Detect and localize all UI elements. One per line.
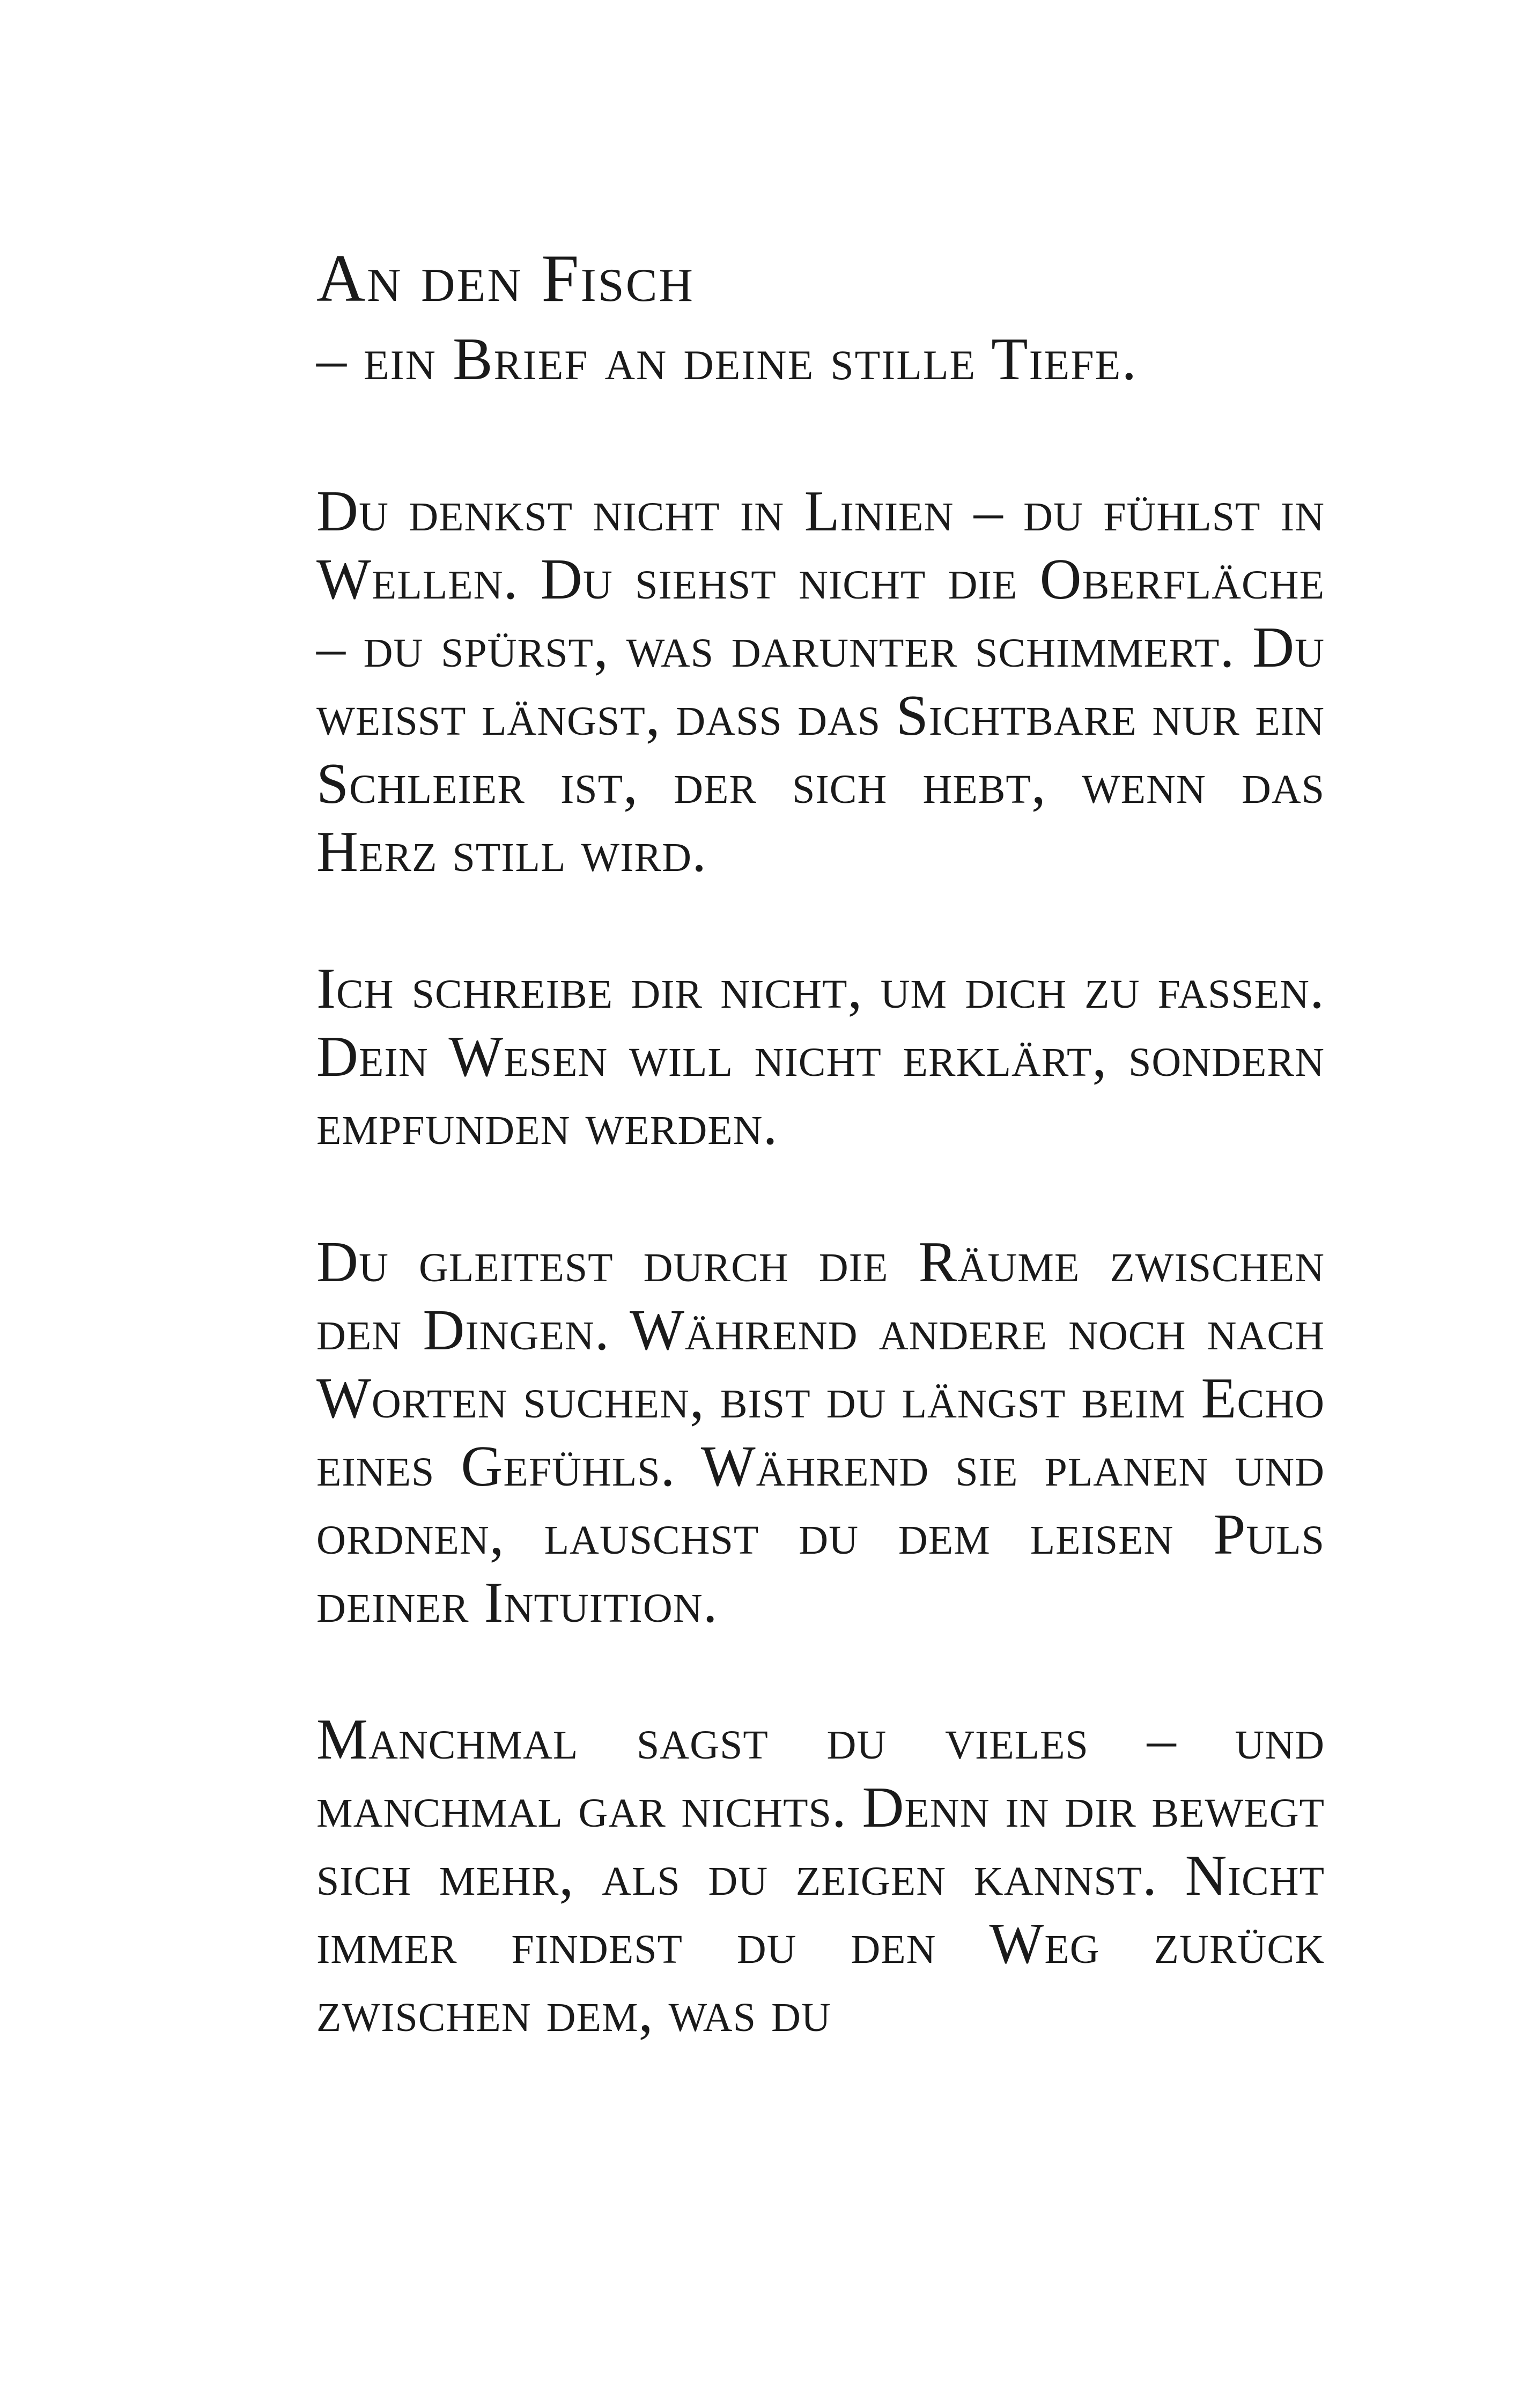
letter-subtitle: – ein Brief an deine stille Tiefe.	[316, 326, 1138, 393]
paragraph: Manchmal sagst du vieles – und manchmal gar nichts. Denn in dir bewegt sich mehr, als du zeigen kannst. Nicht immer findest du den Weg zurück zwischen dem, was du	[316, 1708, 1325, 2044]
paragraph: Du denkst nicht in Linien – du fühlst in Wellen. Du siehst nicht die Oberfläche – du spürst, was darunter schimmert. Du weißt längst, dass das Sichtbare nur ein Schleier ist, der sich hebt, wenn das Herz still wird.	[316, 479, 1325, 884]
letter-title: An den Fisch	[316, 241, 695, 316]
paragraph: Ich schreibe dir nicht, um dich zu fassen. Dein Wesen will nicht erklärt, sondern empfunden werden.	[316, 957, 1325, 1157]
paragraph: Du gleitest durch die Räume zwischen den Dingen. Während andere noch nach Worten suchen, bist du längst beim Echo eines Gefühls. Während sie planen und ordnen, lauschst du dem leisen Puls deiner Intuition.	[316, 1230, 1325, 1635]
